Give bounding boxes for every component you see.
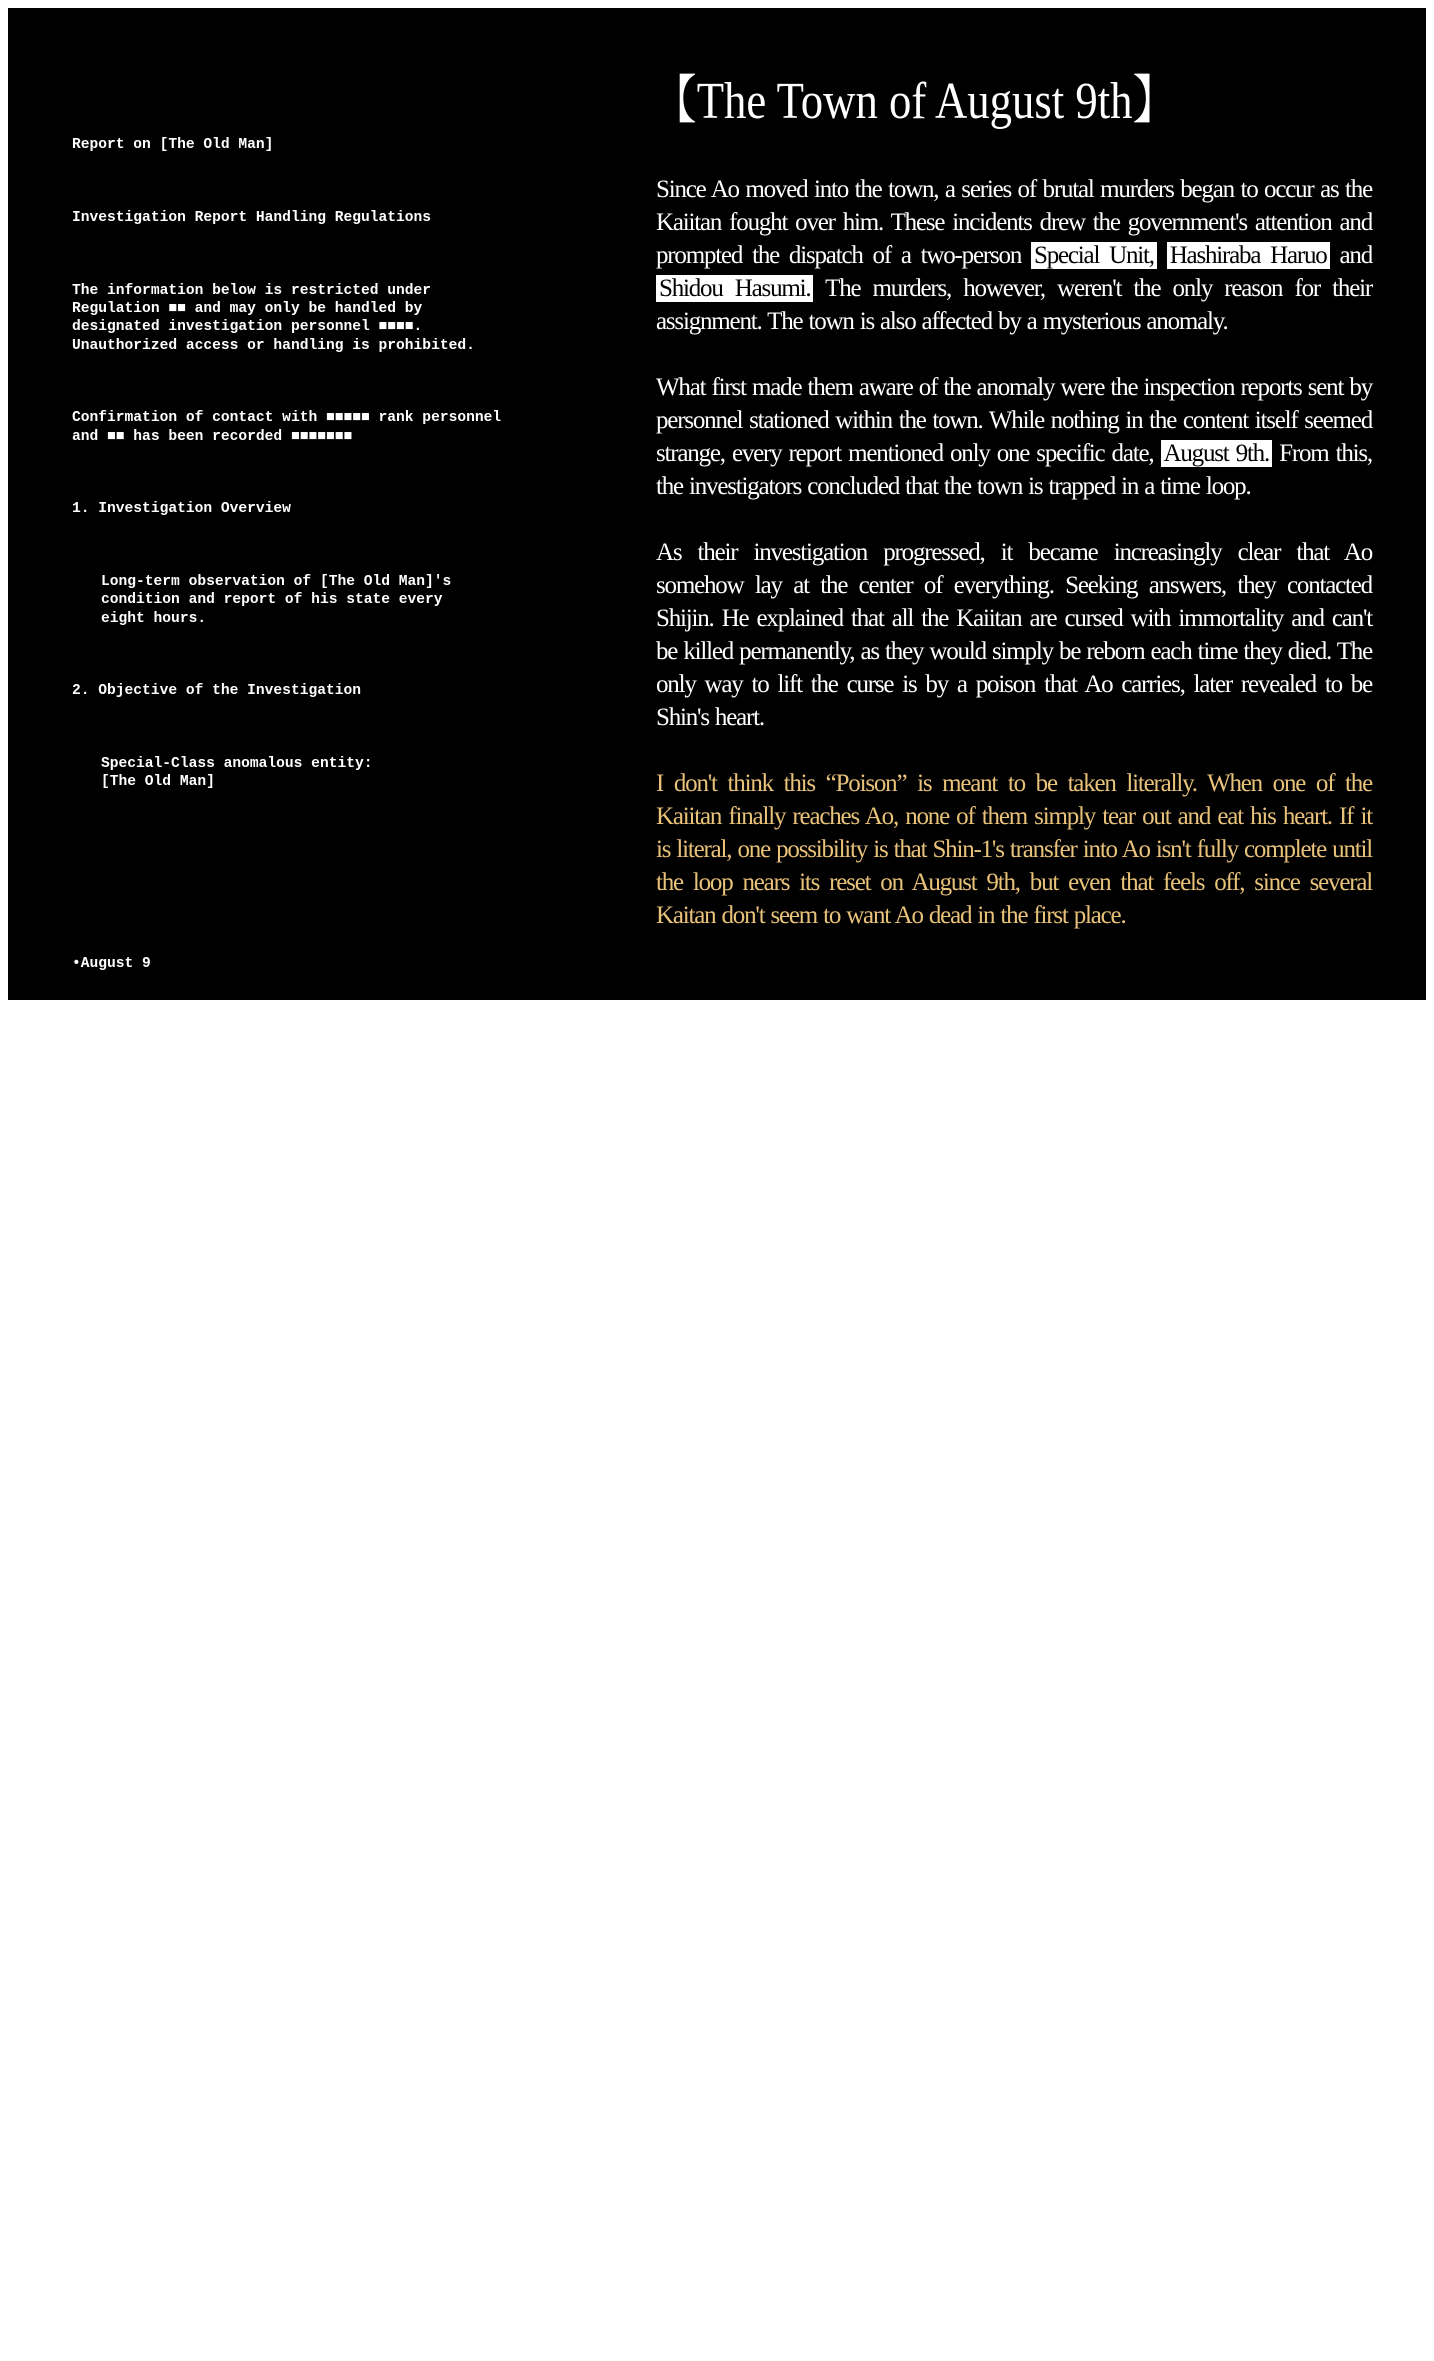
highlight-hashiraba-haruo: Hashiraba Haruo <box>1167 242 1330 269</box>
restriction-notice: The information below is restricted under Regulation ■■ and may only be handled by designated investigation personnel ■■■■. Unauthorized access or handling is prohibited. <box>72 283 475 354</box>
log-note: No change in the [The Old Man]. No special note. <box>81 2014 502 2031</box>
log-date: •August 9 <box>72 1558 151 1575</box>
log-note: No change in the [The Old Man]. No special note. <box>81 2215 502 2232</box>
log-note: No change in the [The Old Man]. No special note. <box>81 1211 502 1228</box>
contact-confirmation: Confirmation of contact with ■■■■■ rank personnel and ■■ has been recorded ■■■■■■■ <box>72 410 502 445</box>
log-date: •August 9 <box>72 1960 151 1977</box>
log-date: •August 9 <box>72 2161 151 2178</box>
highlight-shidou-hasumi: Shidou Hasumi. <box>656 275 813 302</box>
report-heading: Investigation Report Handling Regulations <box>72 210 432 227</box>
log-entry <box>72 1320 572 1466</box>
p1-text-a: Since Ao moved into the town, a series of brutal murders began to occur as the Kaiitan fought over him. These incidents drew the government's attention and prompted the dispatch of a two-person <box>656 176 1372 269</box>
story-paragraph-3: As their investigation progressed, it became increasingly clear that Ao somehow lay at the center of everything. Seeking answers, they contacted Shijin. He explained that all the Kaiitan are cursed with immortality and can't be killed permanently, as they would simply be reborn each time they died. The only way to lift the curse is by a poison that Ao carries, later revealed to be Shin's heart. <box>656 539 1372 731</box>
log-date: •August 9 <box>72 1157 151 1174</box>
p1-text-c: The murders, however, weren't the only reason for their assignment. The town is also affected by a mysterious anomaly. <box>656 275 1372 335</box>
log-note: No change in the [The Old Man]. No special note. <box>81 1613 502 1630</box>
story-paragraph-1 <box>656 173 1372 338</box>
section-overview-title: 1. Investigation Overview <box>72 501 291 518</box>
story-title: 【The Town of August 9th】 <box>652 73 1178 130</box>
story-column <box>656 173 1372 965</box>
log-entry <box>72 2124 572 2270</box>
log-note: No change in the [The Old Man]. No special note. <box>81 1010 502 1027</box>
log-entry <box>72 919 572 1065</box>
highlight-special-unit: Special Unit, <box>1031 242 1157 269</box>
log-entry <box>72 1923 572 2069</box>
highlight-august-9th: August 9th. <box>1161 440 1273 467</box>
log-note: No change in the [The Old Man]. No special note. <box>81 1412 502 1429</box>
log-note: ■■ confirmed contact from ■■.■■■■■■■ <box>81 1814 397 1831</box>
section-objective-body: Special-Class anomalous entity: [The Old Man] <box>101 756 373 791</box>
p2-text-a: What first made them aware of the anomaly were the inspection reports sent by personnel stationed within the town. While nothing in the content itself seemed strange, every report mentioned only one specific date, <box>656 374 1372 467</box>
report-title: Report on [The Old Man] <box>72 137 274 154</box>
page <box>8 8 1426 2232</box>
log-entry <box>72 1521 572 1667</box>
log-entry <box>72 1120 572 1266</box>
report-column <box>72 100 572 2361</box>
log-date: •August 9 <box>72 1759 151 1776</box>
p2-text-b: From this, the investigators concluded that the town is trapped in a time loop. <box>656 440 1372 500</box>
author-note: I don't think this “Poison” is meant to be taken literally. When one of the Kaiitan finally reaches Ao, none of them simply tear out and eat his heart. If it is literal, one possibility is that Shin-1's transfer into Ao isn't fully complete until the loop nears its reset on August 9th, but even that feels off, since several Kaitan don't seem to want Ao dead in the first place. <box>656 770 1372 929</box>
log-entry <box>72 1722 572 1868</box>
story-paragraph-2 <box>656 371 1372 503</box>
observation-log <box>72 882 572 2324</box>
section-overview-body: Long-term observation of [The Old Man]'s condition and report of his state every eight hours. <box>101 574 452 627</box>
log-date: •August 9 <box>72 1357 151 1374</box>
log-date: •August 9 <box>72 956 151 973</box>
section-objective-title: 2. Objective of the Investigation <box>72 683 362 700</box>
p1-text-b: and <box>1329 242 1372 269</box>
